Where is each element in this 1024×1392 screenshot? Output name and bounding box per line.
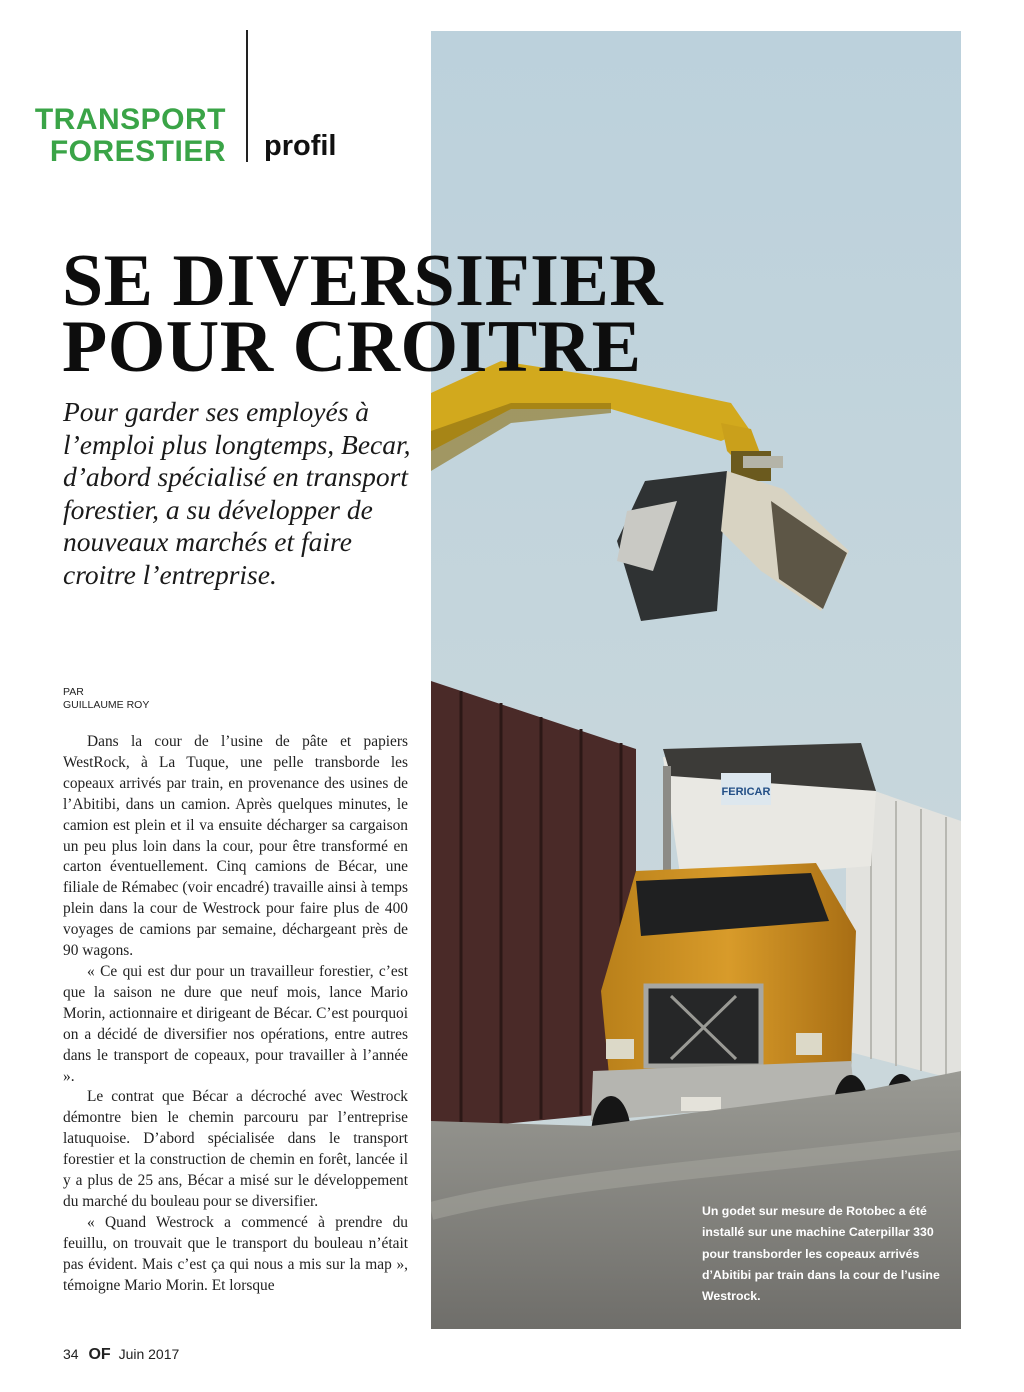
article-title-line2: POUR CROITRE <box>62 306 642 388</box>
photo-caption: Un godet sur mesure de Rotobec a été installé sur une machine Caterpillar 330 pour transborder les copeaux arrivés d’Abitibi par train dans la cour de l’usine Westrock. <box>702 1204 940 1304</box>
body-paragraph: Dans la cour de l’usine de pâte et papiers WestRock, à La Tuque, une pelle transborde les copeaux arrivés par train, en provenance des usines de l’Abitibi, dans un camion. Après quelques minutes, le camion est plein et il va ensuite décharger sa cargaison un peu plus loin dans la cour, pour être transformé en carton éventuellement. Cinq camions de Bécar, une filiale de Rémabec (voir encadré) travaille ainsi à temps plein dans la cour de Westrock pour faire plus de 400 voyages de camions par semaine, déchargeant près de 90 wagons. <box>63 733 408 960</box>
truck-sign-text: FERICAR <box>721 786 771 798</box>
section-label <box>35 104 226 168</box>
magazine-name: OF <box>88 1346 111 1363</box>
body-paragraph: Le contrat que Bécar a décroché avec Westrock démontre bien le chemin parcouru par l’entreprise latuquoise. D’abord spécialisée dans le transport forestier et la construction de chemin en forêt, lancée il y a plus de 25 ans, Bécar a misé sur le développement du marché du bouleau pour se diversifier. <box>63 1088 408 1210</box>
article-title <box>62 240 702 388</box>
section-label-line1: TRANSPORT <box>34 103 226 136</box>
section-label-line2: FORESTIER <box>49 135 226 168</box>
article-title-line1: SE DIVERSIFIER <box>62 240 664 322</box>
section-divider <box>246 30 248 162</box>
article-deck: Pour garder ses employés à l’emploi plus longtemps, Becar, d’abord spécialisé en transport forestier, a su développer de nouveaux marchés et faire croitre l’entreprise. <box>63 396 411 590</box>
section-subtitle: profil <box>264 130 337 162</box>
page-number: 34 <box>63 1346 79 1362</box>
byline <box>63 686 149 712</box>
issue-date: Juin 2017 <box>118 1346 180 1362</box>
article-body <box>63 732 408 1296</box>
body-paragraph: « Quand Westrock a commencé à prendre du feuillu, on trouvait que le transport du bouleau n’était pas évident. Mais c’est ça qui nous a mis sur la map », témoigne Mario Morin. Et lorsque <box>63 1213 408 1294</box>
byline-author: GUILLAUME ROY <box>63 699 150 711</box>
byline-prefix: PAR <box>63 686 84 698</box>
body-paragraph: « Ce qui est dur pour un travailleur forestier, c’est que la saison ne dure que neuf mois, lance Mario Morin, actionnaire et dirigeant de Bécar. C’est pourquoi on a décidé de diversifier nos opérations, entre autres dans le transport de copeaux, pour travailler à l’année ». <box>63 962 408 1085</box>
page-footer <box>63 1346 179 1364</box>
article-photo <box>431 31 961 1329</box>
